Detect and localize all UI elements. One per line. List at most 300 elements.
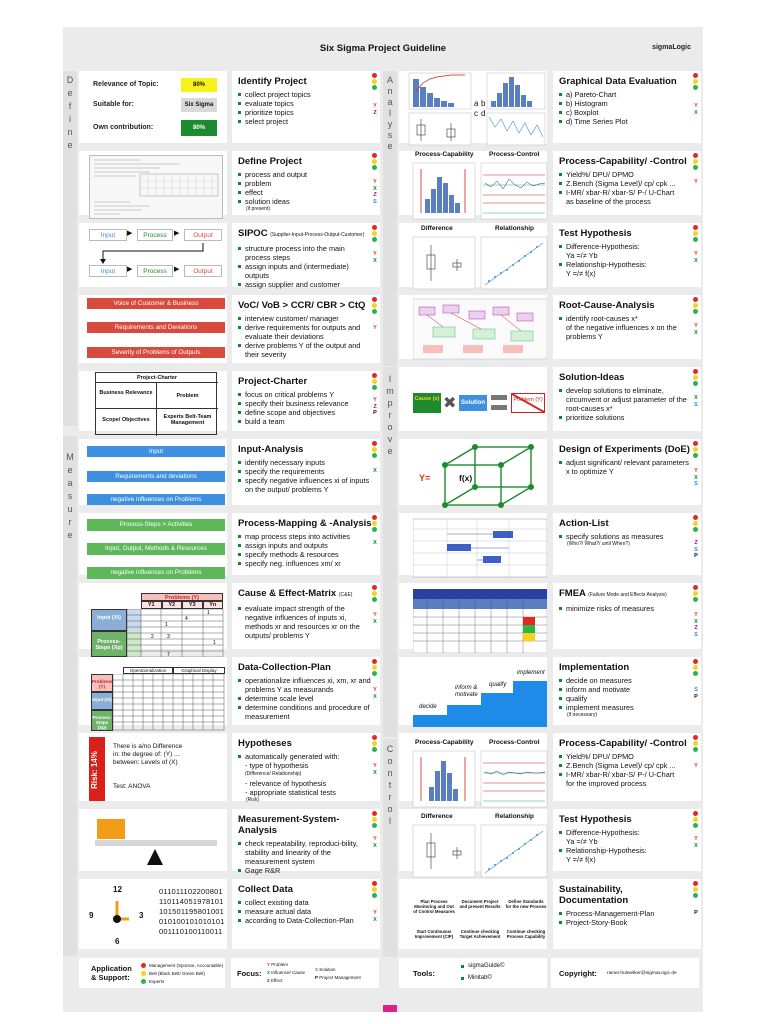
focus-markers xyxy=(692,468,700,488)
brand-logo: sigmaLogic xyxy=(652,44,691,51)
bullet-item: specify methods & resources xyxy=(238,550,372,559)
left-cell xyxy=(232,151,380,215)
legend-experts: Experts xyxy=(149,978,165,984)
dcp-problems: Problems (Y) xyxy=(91,674,113,692)
cell-title-text: Project-Charter xyxy=(238,376,308,387)
stair-implement: implement xyxy=(517,670,545,676)
phase-text xyxy=(384,75,396,152)
bullet-item: d) Time Series Plot xyxy=(559,117,693,126)
cell-title-text: Sustainability, Documentation xyxy=(559,884,629,906)
cell-bullets xyxy=(559,314,693,341)
status-dot xyxy=(693,159,698,164)
cell-title-text: Design of Experiments (DoE) xyxy=(559,444,690,455)
focus-marker: X xyxy=(373,916,377,923)
traffic-light-icon xyxy=(693,369,699,387)
left-cell xyxy=(232,223,380,287)
traffic-light-icon xyxy=(372,153,378,171)
bullet-item: derive problems Y of the output and their severity xyxy=(238,341,372,359)
svg-text:3: 3 xyxy=(167,634,170,640)
charter-scope: Scope/ Objectives xyxy=(96,409,157,436)
focus-marker: X xyxy=(694,395,698,401)
phase-measure-label xyxy=(64,452,76,543)
focus-marker: Y xyxy=(694,251,698,257)
hypothesis-images-1 xyxy=(407,225,551,293)
clock-3: 3 xyxy=(139,911,144,920)
phase-letter: o xyxy=(387,422,393,432)
solution-box: Solution xyxy=(459,395,487,411)
bullet-item: evaluate impact strength of the negative influences of inputs xi, methods xr and resources xr on the outputs/ problems Y xyxy=(238,604,372,640)
status-dot xyxy=(372,385,377,390)
traffic-light-icon xyxy=(372,515,378,533)
bullet-item: - appropriate statistical tests xyxy=(245,788,336,797)
focus-marker: X xyxy=(373,468,377,474)
sipoc-flow xyxy=(89,229,223,281)
bullet-item: interview customer/ manager xyxy=(238,314,372,323)
capability-control-chart-2 xyxy=(407,749,551,815)
bullet-item: qualify xyxy=(559,694,693,703)
status-dot xyxy=(693,735,698,740)
traffic-light-icon xyxy=(372,73,378,91)
focus-marker: X xyxy=(373,842,377,849)
focus-markers xyxy=(371,687,379,700)
bullet-item: b) Histogram xyxy=(559,99,693,108)
bullet-item: Relationship-Hypothesis: xyxy=(559,260,693,269)
status-dot xyxy=(372,303,377,308)
phase-letter: M xyxy=(66,452,74,462)
suitable-value: Six Sigma xyxy=(181,98,217,112)
traffic-light-icon xyxy=(372,735,378,753)
traffic-light-icon xyxy=(372,441,378,459)
status-dot xyxy=(693,453,698,458)
traffic-light-icon xyxy=(693,585,699,603)
graph-label-d: d xyxy=(481,109,486,118)
phase-letter: e xyxy=(387,141,393,151)
clock-12: 12 xyxy=(113,885,122,894)
svg-text:1: 1 xyxy=(165,622,168,628)
focus-marker: Y xyxy=(694,612,698,618)
focus-y: Y xyxy=(267,962,271,967)
clock-9: 9 xyxy=(89,911,94,920)
binary-line: 010100101010101 xyxy=(159,917,225,926)
binary-line: 101501195801001 xyxy=(159,907,225,916)
focus-problem: Problem xyxy=(271,962,289,967)
right-cell xyxy=(553,733,701,801)
cell-title xyxy=(238,444,372,455)
cell-title-text: Test Hypothesis xyxy=(559,814,632,825)
traffic-light-icon xyxy=(693,225,699,243)
suitable-label: Suitable for: xyxy=(93,101,134,108)
traffic-light-icon xyxy=(693,515,699,533)
sipoc-input-1: Input xyxy=(89,229,127,241)
status-dot xyxy=(693,741,698,746)
binary-digits xyxy=(159,887,225,937)
status-dot xyxy=(693,671,698,676)
status-dot xyxy=(693,165,698,170)
define-project-thumbnail xyxy=(89,155,223,219)
bullet-item: Gage R&R xyxy=(238,866,372,875)
cell-title xyxy=(559,76,693,87)
focus-marker: Z xyxy=(694,625,698,631)
sustain-box-6: Continue checking Process Capability xyxy=(506,929,546,939)
cell-note: (Risk) xyxy=(246,797,260,803)
bullet-item: prioritize solutions xyxy=(559,413,693,422)
phase-letter: y xyxy=(387,119,393,129)
focus-markers xyxy=(692,910,700,917)
bullet-item: Process-Management-Plan xyxy=(559,909,693,918)
legend-belt: Belt (Black Belt/ Green Belt) xyxy=(149,970,206,976)
cell-title-text: Data-Collection-Plan xyxy=(238,662,331,673)
focus-markers xyxy=(371,763,379,776)
cell-bullets xyxy=(238,390,372,426)
focus-markers xyxy=(371,836,379,849)
focus-marker: S xyxy=(694,546,698,553)
phase-letter: n xyxy=(387,86,393,96)
cell-title xyxy=(559,228,693,239)
status-dot xyxy=(693,73,698,78)
arrow-right-icon: ▶ xyxy=(174,266,180,273)
status-dot xyxy=(693,665,698,670)
traffic-light-icon xyxy=(693,811,699,829)
cell-title-text: Test Hypothesis xyxy=(559,228,632,239)
cell-title-text: Root-Cause-Analysis xyxy=(559,300,655,311)
tool-minitab: Minitab© xyxy=(461,974,504,983)
phase-letter: o xyxy=(387,756,393,766)
focus-marker: S xyxy=(694,481,698,487)
difference-label: Difference xyxy=(421,225,453,232)
cell-note: (if present) xyxy=(246,206,270,212)
cell-bullets xyxy=(238,314,372,359)
status-dot xyxy=(693,597,698,602)
risk-text-1: There is a/no Difference xyxy=(113,743,183,750)
cell-bullets xyxy=(238,752,372,797)
fmea-image xyxy=(413,589,547,653)
focus-marker: Y xyxy=(694,468,698,474)
focus-marker: S xyxy=(694,687,698,693)
bullet-item: identify root-causes x* xyxy=(559,314,693,323)
cell-title xyxy=(559,372,693,383)
left-cell xyxy=(232,733,380,801)
cell-title xyxy=(238,156,372,167)
focus-marker: Y xyxy=(373,836,377,842)
bullet-item: specify negative influences xi of inputs on the output/ problems Y xyxy=(238,476,372,494)
status-dot xyxy=(372,817,377,822)
bullet-item: collect project topics xyxy=(238,90,372,99)
bullet-item: Y =/≠ f(x) xyxy=(566,269,596,278)
sipoc-output-1: Output xyxy=(184,229,222,241)
risk-text-3: between: Levels of (X) xyxy=(113,759,178,766)
status-dot xyxy=(372,823,377,828)
traffic-light-icon xyxy=(693,297,699,315)
bullet-item: determine scale level xyxy=(238,694,372,703)
cell-bullets xyxy=(238,244,372,289)
status-dot xyxy=(372,85,377,90)
implementation-stairs xyxy=(413,663,547,727)
boxplot-scatter-chart-2 xyxy=(407,823,551,881)
phase-letter: l xyxy=(389,816,391,826)
phase-letter: m xyxy=(386,386,394,396)
status-dot xyxy=(372,159,377,164)
dcp-steps: Process-Steps (Xp) xyxy=(91,710,113,731)
bullet-item: operationalize influences xi, xm, xr and problems Y as measurands xyxy=(238,676,372,694)
focus-marker: X xyxy=(373,540,377,546)
left-cell xyxy=(232,439,380,505)
capability-control-chart xyxy=(407,161,551,227)
bullet-item: Ya =/≠ Yb xyxy=(566,837,598,846)
cell-title-text: Process-Mapping & -Analysis xyxy=(238,518,372,529)
stair-decide: decide xyxy=(419,704,437,710)
phase-text xyxy=(64,75,76,153)
cell-title-text: Hypotheses xyxy=(238,738,292,749)
bullet-item: I-MR/ xbar-R/ xbar-S/ P-/ U-Chart xyxy=(559,188,693,197)
role-legend xyxy=(141,961,223,985)
traffic-light-icon xyxy=(372,811,378,829)
stair-inform: inform & motivate xyxy=(455,685,478,698)
cell-note: (if necessary) xyxy=(567,712,598,718)
phase-text xyxy=(384,744,396,828)
phase-letter: f xyxy=(68,101,72,111)
bullet-item: evaluate topics xyxy=(238,99,372,108)
bullet-item: - type of hypothesis xyxy=(245,761,309,770)
status-dot xyxy=(693,823,698,828)
focus-marker: S xyxy=(694,401,698,408)
cell-title-text: Measurement-System-Analysis xyxy=(238,814,340,836)
ce-yn: Yn xyxy=(203,601,224,609)
right-cell xyxy=(553,809,701,871)
focus-solution: Solution xyxy=(319,967,336,972)
phase-text xyxy=(64,452,76,543)
focus-marker: Z xyxy=(373,403,377,410)
sustain-box-5: Continue checking Target Achievement xyxy=(459,929,501,939)
focus-marker: Y xyxy=(373,612,377,618)
focus-marker: X xyxy=(373,693,377,700)
cell-title xyxy=(238,300,372,311)
bullet-item: Difference-Hypothesis: xyxy=(559,828,693,837)
focus-legend-1 xyxy=(267,961,305,985)
sipoc-process-2: Process xyxy=(137,265,173,277)
multiply-icon: ✖ xyxy=(443,395,457,412)
focus-markers xyxy=(692,612,700,638)
phase-letter: e xyxy=(67,88,73,98)
cell-bullets xyxy=(559,604,693,613)
phase-letter: A xyxy=(386,75,393,85)
document-preview-icon xyxy=(90,156,224,220)
bullet-item: assign inputs and (intermediate) outputs xyxy=(238,262,372,280)
cell-title-text: Solution-Ideas xyxy=(559,372,625,383)
sustain-box-3: Define Standards for the new Process xyxy=(505,899,547,909)
traffic-light-icon xyxy=(693,659,699,677)
phase-letter: D xyxy=(66,75,74,85)
cell-title-text: Define Project xyxy=(238,156,302,167)
page-title: Six Sigma Project Guideline xyxy=(319,43,447,54)
status-dot xyxy=(372,237,377,242)
focus-legend-2 xyxy=(315,966,361,982)
relevance-value: 80% xyxy=(181,78,217,92)
cell-title xyxy=(238,518,372,529)
focus-markers xyxy=(692,179,700,186)
focus-markers xyxy=(371,612,379,625)
balance-scale-icon xyxy=(89,813,223,877)
right-cell xyxy=(553,223,701,287)
bullet-item: minimize risks of measures xyxy=(559,604,693,613)
ce-y3: Y3 xyxy=(182,601,203,609)
focus-markers xyxy=(371,540,379,547)
relevance-panel xyxy=(79,71,227,145)
bullet-item: Yield%/ DPU/ DPMO xyxy=(559,752,693,761)
status-dot xyxy=(372,591,377,596)
status-dot xyxy=(372,165,377,170)
cell-title-text: SIPOC xyxy=(238,228,268,239)
status-dot xyxy=(693,79,698,84)
focus-marker: Y xyxy=(373,910,377,916)
phase-analyse-label xyxy=(384,75,396,152)
focus-marker: P xyxy=(373,410,377,416)
ce-y-headers xyxy=(141,601,223,609)
sustainability-boxes xyxy=(413,889,547,953)
bullet-item: Yield%/ DPU/ DPMO xyxy=(559,170,693,179)
bullet-item: define scope and objectives xyxy=(238,408,372,417)
input-button-3: negative influences on Problems xyxy=(87,494,225,505)
footer-application xyxy=(79,958,225,988)
phase-letter: p xyxy=(387,398,393,408)
fmea-table xyxy=(413,589,547,653)
focus-marker: Y xyxy=(373,325,377,331)
pc-label-2: Process-Capability xyxy=(415,739,474,746)
clock-icon xyxy=(101,895,144,935)
bullet-item: derive requirements for outputs and evaluate their deviations xyxy=(238,323,372,341)
bullet-item: assign inputs and outputs xyxy=(238,541,372,550)
pcontrol-label: Process-Control xyxy=(489,151,540,158)
phase-letter: e xyxy=(67,465,73,475)
traffic-light-icon xyxy=(372,373,378,391)
status-dot xyxy=(372,231,377,236)
right-cell xyxy=(553,151,701,215)
footer-copyright xyxy=(551,958,699,988)
dcp-col1: Operationalization xyxy=(123,667,173,674)
cell-bullets xyxy=(559,458,693,476)
focus-marker: Y xyxy=(694,179,698,185)
bullet-item: Y =/≠ f(x) xyxy=(566,855,596,864)
focus-marker: Z xyxy=(373,192,377,198)
traffic-light-icon xyxy=(372,881,378,899)
cell-title-text: FMEA xyxy=(559,588,586,599)
sipoc-output-2: Output xyxy=(184,265,222,277)
voc-button-1: Voice of Customer & Business xyxy=(87,298,225,309)
voc-button-3: Severity of Problems of Outputs xyxy=(87,347,225,358)
relationship-label-2: Relationship xyxy=(495,813,535,820)
focus-marker: S xyxy=(373,198,377,205)
pc-images-2 xyxy=(407,739,551,815)
doe-image xyxy=(413,441,547,513)
cell-bullets xyxy=(238,90,372,126)
cell-note: (Who?/ What?/ until When?) xyxy=(567,541,630,547)
right-cell xyxy=(553,71,701,143)
right-cell xyxy=(553,879,701,949)
risk-label: Risk: 14% xyxy=(90,751,99,789)
action-list-image xyxy=(413,517,547,579)
focus-marker: Y xyxy=(373,687,377,693)
ce-matrix xyxy=(91,593,225,657)
pcontrol-label-2: Process-Control xyxy=(489,739,540,746)
focus-marker: Y xyxy=(373,103,377,109)
arrow-right-icon: ▶ xyxy=(174,230,180,237)
bullet-item: assign supplier and customer xyxy=(238,280,372,289)
left-cell xyxy=(232,371,380,431)
bullet-item: implement measures xyxy=(559,703,693,712)
sustain-box-2: Document Project and present Results xyxy=(459,899,501,909)
phase-letter: I xyxy=(388,374,392,384)
clock-panel xyxy=(89,885,223,949)
bullet-item: develop solutions to eliminate, circumvent or adjust parameter of the root-causes x* xyxy=(559,386,693,413)
focus-marker: X xyxy=(694,329,698,336)
ce-steps-label: Process-Steps (Xp) xyxy=(91,631,127,657)
status-dot xyxy=(693,811,698,816)
status-dot xyxy=(372,659,377,664)
right-cell xyxy=(553,367,701,431)
phase-letter: e xyxy=(67,530,73,540)
status-dot xyxy=(693,585,698,590)
left-cell xyxy=(232,513,380,575)
status-dot xyxy=(693,303,698,308)
status-dot xyxy=(693,527,698,532)
cell-title xyxy=(238,738,372,749)
process-map-diagram xyxy=(413,297,547,361)
cell-bullets xyxy=(559,386,693,422)
dcp-input: Input (Xi) xyxy=(91,692,113,710)
right-cell xyxy=(553,657,701,725)
phase-letter: r xyxy=(68,517,72,527)
traffic-light-icon xyxy=(372,297,378,315)
cell-title-note: (Failure Mode and Effects Analysis) xyxy=(588,592,667,598)
focus-markers xyxy=(371,910,379,923)
ce-y2: Y2 xyxy=(162,601,183,609)
bullet-item: for the improved process xyxy=(566,779,647,788)
bullet-item: inform and motivate xyxy=(559,685,693,694)
left-cell xyxy=(232,657,380,725)
focus-markers xyxy=(692,323,700,336)
bullet-item: Difference-Hypothesis: xyxy=(559,242,693,251)
cell-title-text: Input-Analysis xyxy=(238,444,304,455)
status-dot xyxy=(372,379,377,384)
phase-letter: e xyxy=(67,140,73,150)
phase-letter: C xyxy=(386,744,394,754)
bullet-item: as baseline of the process xyxy=(566,197,651,206)
status-dot xyxy=(372,881,377,886)
cell-bullets xyxy=(559,170,693,206)
bullet-item: specify the requirements xyxy=(238,467,372,476)
bullet-item: problem xyxy=(238,179,372,188)
contribution-value: 80% xyxy=(181,120,217,136)
cell-bullets xyxy=(238,532,372,568)
status-dot xyxy=(693,515,698,520)
status-dot xyxy=(372,597,377,602)
bullet-item: Relationship-Hypothesis: xyxy=(559,846,693,855)
status-dot xyxy=(693,237,698,242)
focus-marker: Z xyxy=(694,540,698,546)
status-dot xyxy=(693,447,698,452)
arrow-right-icon: ▶ xyxy=(127,230,133,237)
data-collection-table xyxy=(91,667,225,731)
status-dot xyxy=(372,447,377,452)
phase-letter: n xyxy=(387,768,393,778)
traffic-light-icon xyxy=(693,441,699,459)
focus-marker: X xyxy=(694,618,698,625)
status-dot xyxy=(372,747,377,752)
focus-marker: Y xyxy=(694,323,698,329)
right-cell xyxy=(553,439,701,505)
status-dot xyxy=(372,735,377,740)
bottom-accent-bar xyxy=(383,1005,397,1012)
status-dot xyxy=(372,309,377,314)
